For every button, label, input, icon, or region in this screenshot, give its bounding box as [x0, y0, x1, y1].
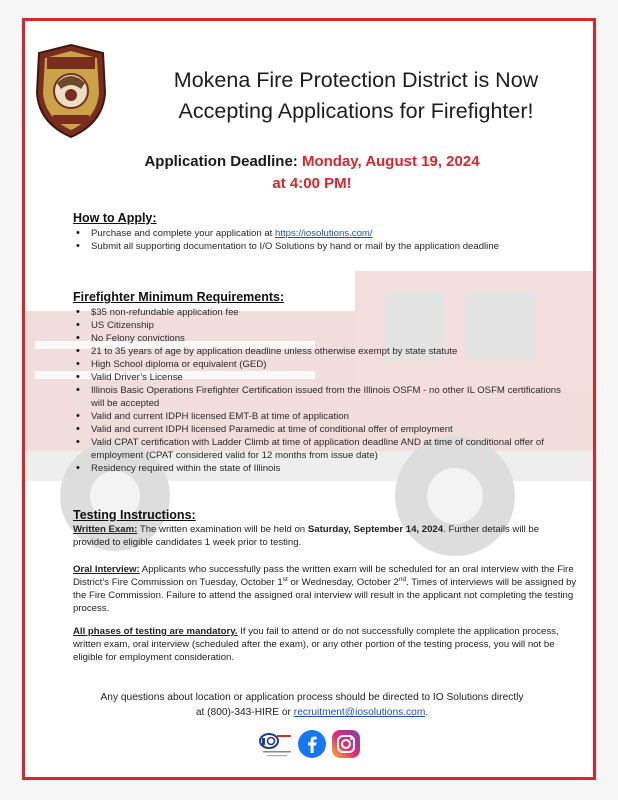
- list-item: • $35 non-refundable application fee: [73, 306, 573, 319]
- oral-interview-text: Applicants who successfully pass the written exam will be scheduled for an oral interview with the Fire District’s Fire Commission on Tuesday, October 1: [73, 564, 574, 588]
- how-to-apply-list: [73, 227, 573, 253]
- facebook-icon[interactable]: [297, 729, 327, 759]
- footer-logos: [257, 729, 367, 761]
- testing-heading: Testing Instructions:: [73, 508, 196, 522]
- iosolutions-link[interactable]: https://iosolutions.com/: [275, 228, 373, 239]
- title-line-1: Mokena Fire Protection District is Now: [173, 68, 539, 92]
- oral-interview-text-3: . Times of interviews will be assigned by the Fire Commission. Failure to attend the assigned oral interview will result in the applicant not completing the testing process.: [73, 577, 577, 614]
- recruitment-email-link[interactable]: recruitment@iosolutions.com: [293, 707, 426, 718]
- instagram-icon[interactable]: [331, 729, 361, 759]
- deadline-time: at 4:00 PM!: [272, 175, 352, 192]
- list-item: • Residency required within the state of Illinois: [73, 462, 573, 475]
- oral-interview-text-2: or Wednesday, October 2: [290, 577, 399, 588]
- deadline-label: Application Deadline:: [144, 153, 298, 170]
- list-item: • 21 to 35 years of age by application deadline unless otherwise exempt by state statute: [73, 345, 573, 358]
- list-item: • Submit all supporting documentation to I/O Solutions by hand or mail by the application deadline: [73, 240, 573, 253]
- how-to-apply-heading: How to Apply:: [73, 211, 157, 225]
- list-item: • Valid CPAT certification with Ladder Climb at time of application deadline AND at time of conditional offer of employment (CPAT considered valid for 12 months from issue date): [73, 436, 573, 462]
- ordinal-suffix: nd: [398, 575, 407, 583]
- title-line-2: Accepting Applications for Firefighter!: [178, 99, 534, 123]
- list-item: • Valid Driver’s License: [73, 371, 573, 384]
- list-item: • High School diploma or equivalent (GED): [73, 358, 573, 371]
- contact-line-end: .: [425, 707, 429, 718]
- page-title: [121, 65, 591, 127]
- list-item: • US Citizenship: [73, 319, 573, 332]
- contact-footer: [65, 690, 559, 720]
- written-exam-text: The written examination will be held on: [139, 524, 306, 535]
- contact-phone-text: at (800)-343-HIRE or: [195, 707, 291, 718]
- requirements-heading: Firefighter Minimum Requirements:: [73, 290, 285, 304]
- ordinal-suffix: st: [282, 575, 288, 583]
- list-item: • Valid and current IDPH licensed Paramedic at time of conditional offer of employment: [73, 423, 573, 436]
- oral-interview-paragraph: [73, 563, 577, 615]
- list-item: [73, 227, 573, 240]
- list-item: • Valid and current IDPH licensed EMT-B at time of application: [73, 410, 573, 423]
- deadline-date: Monday, August 19, 2024: [301, 153, 480, 170]
- requirements-list: [73, 306, 573, 475]
- mandatory-phases-lead: All phases of testing are mandatory.: [73, 626, 238, 637]
- mandatory-phases-text: If you fail to attend or do not successfully complete the application process, written exam, oral interview (scheduled after the exam), or any other portion of the testing process, you will not be eligible for employment consideration.: [73, 626, 559, 663]
- application-deadline: [25, 151, 596, 195]
- list-item: • No Felony convictions: [73, 332, 573, 345]
- written-exam-lead: Written Exam:: [73, 524, 138, 535]
- written-exam-details: . Further details will be provided to eligible candidates 1 week prior to testing.: [73, 524, 540, 548]
- written-exam-date: Saturday, September 14, 2024: [307, 524, 444, 535]
- list-item: • Illinois Basic Operations Firefighter Certification issued from the Illinois OSFM - no other IL OSFM certifications will be accepted: [73, 384, 573, 410]
- written-exam-paragraph: [73, 523, 577, 549]
- apply-step-text: Purchase and complete your application at: [91, 228, 273, 239]
- flyer-page: [22, 18, 596, 780]
- io-solutions-logo-icon: [257, 731, 295, 759]
- fire-district-badge-icon: [33, 43, 109, 139]
- contact-line-1: Any questions about location or application process should be directed to IO Solutions directly: [100, 692, 524, 703]
- oral-interview-lead: Oral Interview:: [73, 564, 140, 575]
- mandatory-phases-paragraph: [73, 625, 577, 664]
